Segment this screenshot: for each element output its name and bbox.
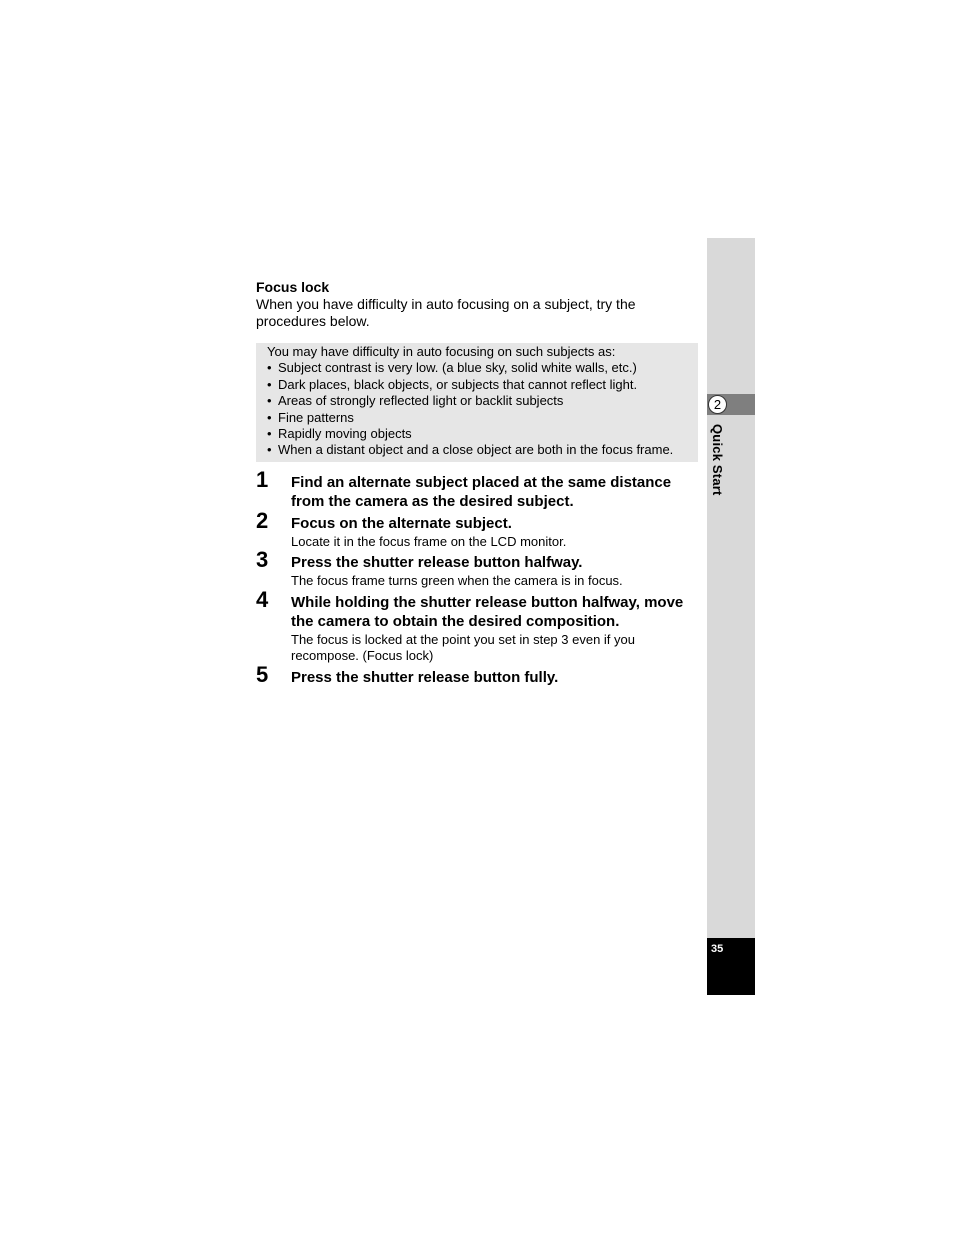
note-item: • When a distant object and a close object are both in the focus frame. [267, 442, 690, 458]
step-number: 5 [256, 661, 269, 687]
section-title: Focus lock [256, 279, 330, 295]
note-box [256, 343, 698, 462]
note-item: • Areas of strongly reflected light or backlit subjects [267, 393, 690, 409]
step-title: Find an alternate subject placed at the same distance from the camera as the desired subject. [291, 473, 672, 510]
note-item: • Dark places, black objects, or subjects that cannot reflect light. [267, 377, 690, 393]
note-item: • Rapidly moving objects [267, 426, 690, 442]
step-list [256, 466, 701, 687]
note-list [267, 360, 690, 458]
chapter-label: Quick Start [710, 424, 725, 496]
step-3 [256, 546, 701, 589]
step-description: The focus frame turns green when the camera is in focus. [291, 572, 623, 588]
step-4 [256, 586, 701, 664]
step-title: Focus on the alternate subject. [291, 514, 512, 532]
chapter-number-badge: 2 [708, 395, 727, 414]
step-2 [256, 507, 701, 550]
step-1 [256, 466, 701, 511]
note-item: • Fine patterns [267, 410, 690, 426]
step-number: 2 [256, 507, 269, 533]
note-item: • Subject contrast is very low. (a blue sky, solid white walls, etc.) [267, 360, 690, 376]
step-title: Press the shutter release button halfway. [291, 553, 583, 571]
step-number: 1 [256, 466, 269, 492]
page-body [256, 279, 701, 687]
step-5 [256, 661, 701, 687]
step-title: Press the shutter release button fully. [291, 668, 559, 686]
note-lead: You may have difficulty in auto focusing on such subjects as: [267, 344, 616, 359]
step-description: The focus is locked at the point you set in step 3 even if you recompose. (Focus lock) [291, 631, 635, 663]
section-intro: When you have difficulty in auto focusing on a subject, try the procedures below. [256, 296, 636, 329]
step-title: While holding the shutter release button halfway, move the camera to obtain the desired composition. [291, 593, 684, 630]
step-description: Locate it in the focus frame on the LCD monitor. [291, 533, 567, 549]
page-number: 35 [711, 943, 724, 955]
step-number: 3 [256, 546, 269, 572]
chapter-side-tab [707, 238, 755, 995]
step-number: 4 [256, 586, 269, 612]
